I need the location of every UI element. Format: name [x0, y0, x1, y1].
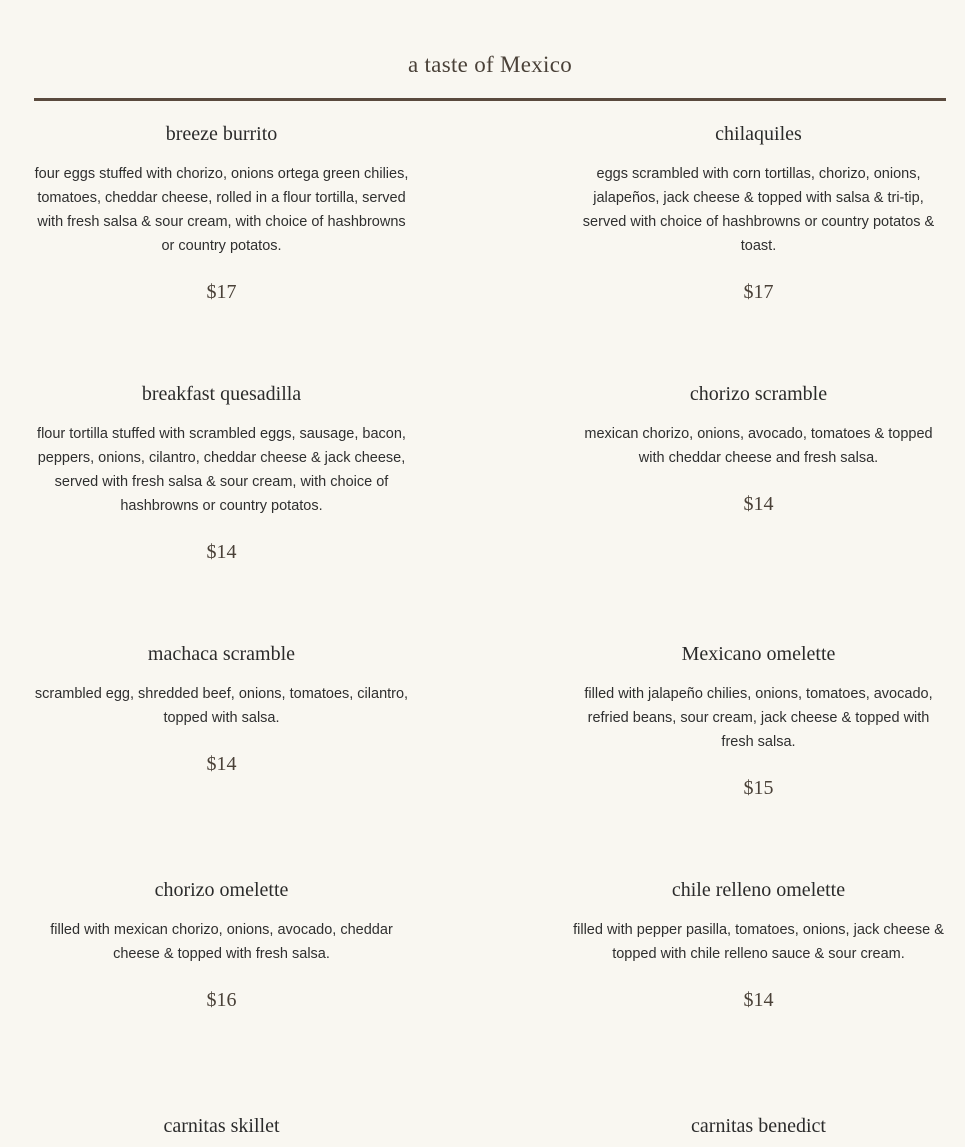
- menu-item-price: $15: [743, 777, 774, 799]
- menu-item-description: filled with jalapeño chilies, onions, tomatoes, avocado, refried beans, sour cream, jack cheese & topped with fresh salsa.: [584, 686, 933, 750]
- menu-item-name: chilaquiles: [715, 123, 802, 145]
- menu-item-name: breeze burrito: [165, 123, 278, 145]
- menu-item-description: scrambled egg, shredded beef, onions, tomatoes, cilantro, topped with salsa.: [34, 686, 409, 726]
- menu-item-price: $17: [206, 281, 237, 303]
- menu-item-name: chile relleno omelette: [671, 879, 846, 901]
- menu-item-name: chorizo scramble: [689, 383, 828, 405]
- menu-item-chorizo-omelette: [34, 878, 409, 1012]
- menu-item-price: $14: [206, 753, 237, 775]
- menu-item-name: carnitas skillet: [163, 1115, 280, 1137]
- menu-item-name: machaca scramble: [147, 643, 296, 665]
- menu-item-description: four eggs stuffed with chorizo, onions ortega green chilies, tomatoes, cheddar cheese, rolled in a flour tortilla, served with fresh salsa & sour cream, with choice of hashbrowns or country potatos.: [34, 166, 409, 254]
- menu-item-description: filled with pepper pasilla, tomatoes, onions, jack cheese & topped with chile relleno sauce & sour cream.: [573, 922, 944, 962]
- menu-item-description: filled with mexican chorizo, onions, avocado, cheddar cheese & topped with fresh salsa.: [50, 922, 393, 962]
- menu-item-price: $14: [743, 989, 774, 1011]
- menu-item-price: $14: [206, 541, 237, 563]
- title-divider: [34, 98, 946, 101]
- menu-item-breeze-burrito: [34, 122, 409, 304]
- menu-item-breakfast-quesadilla: [34, 382, 409, 564]
- menu-item-price: $16: [206, 989, 237, 1011]
- menu-item-price: $17: [743, 281, 774, 303]
- menu-item-name: breakfast quesadilla: [141, 383, 302, 405]
- menu-item-chile-relleno-omelette: [570, 878, 947, 1012]
- menu-item-mexicano-omelette: [570, 642, 947, 800]
- menu-section-title: a taste of Mexico: [407, 52, 573, 77]
- menu-item-chilaquiles: [570, 122, 947, 304]
- menu-item-description: flour tortilla stuffed with scrambled eggs, sausage, bacon, peppers, onions, cilantro, cheddar cheese & jack cheese, served with fresh salsa & sour cream, with choice of hashbrowns or country potatos.: [37, 426, 406, 514]
- menu-item-carnitas-benedict: [570, 1114, 947, 1138]
- menu-item-description: eggs scrambled with corn tortillas, chorizo, onions, jalapeños, jack cheese & topped with salsa & tri-tip, served with choice of hashbrowns or country potatos & toast.: [582, 166, 935, 254]
- menu-item-carnitas-skillet: [34, 1114, 409, 1138]
- menu-item-name: Mexicano omelette: [681, 643, 836, 665]
- menu-item-description: mexican chorizo, onions, avocado, tomatoes & topped with cheddar cheese and fresh salsa.: [584, 426, 933, 466]
- menu-item-name: chorizo omelette: [154, 879, 289, 901]
- menu-item-price: $14: [743, 493, 774, 515]
- menu-item-name: carnitas benedict: [691, 1115, 826, 1137]
- menu-item-chorizo-scramble: [570, 382, 947, 516]
- menu-item-machaca-scramble: [34, 642, 409, 776]
